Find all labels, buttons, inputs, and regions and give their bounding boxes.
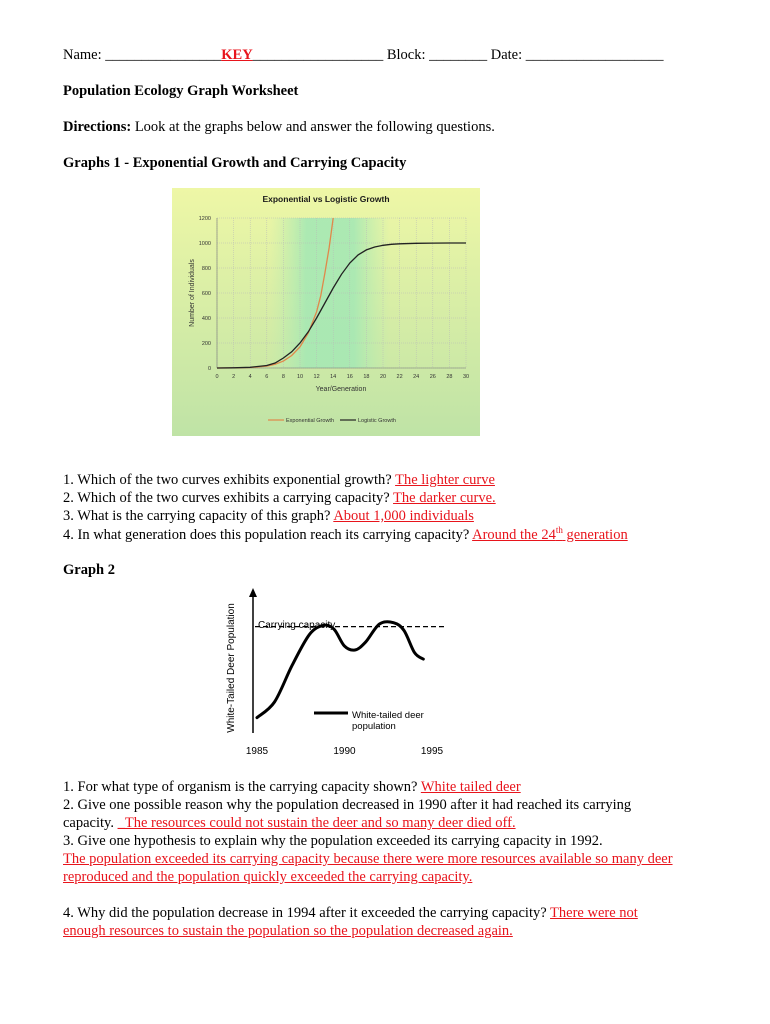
q2-line-5: The population exceeded its carrying capacity because there were more resources available so many deer [63, 851, 673, 867]
legend-exponential: Exponential Growth [286, 418, 334, 424]
graph1-xtick-label: 4 [248, 374, 252, 380]
q2-7-prefix: 4. Why did the population decrease in 1994 after it exceeded the carrying capacity? [63, 905, 551, 921]
q2-3-prefix: capacity. [63, 815, 118, 831]
graph1-xtick-label: 22 [396, 374, 403, 380]
graph1-xtick-label: 8 [281, 374, 285, 380]
q2-line-1 [63, 779, 521, 796]
q1-3-answer: About 1,000 individuals [333, 508, 474, 524]
graph1-ytick-label: 600 [201, 291, 211, 297]
q1-item-1 [63, 472, 495, 489]
graph1-xtick-label: 2 [232, 374, 236, 380]
q2-line-3 [63, 815, 516, 832]
name-blank-after[interactable]: __________________ [252, 47, 384, 63]
directions-text: Look at the graphs below and answer the following questions. [131, 119, 495, 135]
graph1-ytick-label: 1200 [198, 216, 211, 222]
q1-item-3 [63, 508, 474, 525]
date-blank[interactable]: ___________________ [525, 47, 664, 63]
graph1-ytick-label: 800 [201, 266, 211, 272]
q2-1-answer: White tailed deer [420, 779, 521, 795]
graph1-title: Exponential vs Logistic Growth [262, 194, 390, 204]
q2-line-2: 2. Give one possible reason why the population decreased in 1990 after it had reached its carrying [63, 797, 632, 813]
graph1-xtick-label: 12 [313, 374, 320, 380]
graph2-heading: Graph 2 [63, 562, 115, 578]
q1-2-answer: The darker curve. [393, 490, 496, 506]
graph1-ytick-label: 200 [201, 341, 211, 347]
q2-1-prefix: 1. For what type of organism is the carrying capacity shown? [63, 779, 421, 795]
graph2-legend-line2: population [352, 721, 396, 732]
block-label: Block: [383, 47, 430, 63]
directions [63, 119, 495, 136]
graph2-y-axis-arrow [249, 588, 257, 597]
graph1-xtick-label: 18 [363, 374, 370, 380]
q1-4-prefix: 4. In what generation does this population reach its carrying capacity? [63, 526, 473, 543]
graph2-xtick-label: 1985 [245, 746, 269, 757]
q2-3-answer: _The resources could not sustain the deer and so many deer died off. [117, 815, 516, 831]
legend-logistic: Logistic Growth [358, 418, 396, 424]
q2-line-6: reproduced and the population quickly exceeded the carrying capacity. [63, 869, 473, 885]
date-label: Date: [487, 47, 526, 63]
q1-item-2 [63, 490, 496, 507]
q1-4-answer-b: generation [562, 526, 628, 543]
graph1-xtick-label: 10 [296, 374, 304, 380]
name-blank[interactable]: ________________ [105, 47, 222, 63]
graph1-heading: Graphs 1 - Exponential Growth and Carrying Capacity [63, 155, 407, 171]
q1-1-prefix: 1. Which of the two curves exhibits exponential growth? [63, 472, 396, 488]
q1-4-answer [472, 527, 628, 543]
graph2-xtick-label: 1990 [333, 746, 356, 757]
graph2-legend-line1: White-tailed deer [352, 710, 424, 721]
worksheet-title: Population Ecology Graph Worksheet [63, 83, 299, 99]
graph1-xtick-label: 26 [429, 374, 436, 380]
q2-line-8: enough resources to sustain the population so the population decreased again. [63, 923, 513, 939]
graph1-xtick-label: 30 [462, 374, 470, 380]
graph1-xtick-label: 28 [446, 374, 453, 380]
graph1-xtick-label: 0 [215, 374, 219, 380]
carrying-capacity-label: Carrying capacity [258, 620, 336, 631]
q1-4-answer-a: Around the 24 [472, 526, 556, 543]
graph1-ylabel: Number of Individuals [189, 259, 196, 327]
q1-3-prefix: 3. What is the carrying capacity of this graph? [63, 508, 334, 524]
name-label: Name: [63, 47, 106, 63]
graph1-xtick-label: 6 [265, 374, 269, 380]
graph1-ytick-label: 0 [207, 366, 211, 372]
q2-line-7 [63, 905, 638, 922]
graph1-xtick-label: 24 [413, 374, 420, 380]
q2-7-answer: There were not [550, 905, 638, 921]
graph2-chart [222, 588, 452, 763]
graph2-legend [352, 710, 424, 732]
graph1-xtick-label: 20 [379, 374, 387, 380]
q2-line-4: 3. Give one hypothesis to explain why the population exceeded its carrying capacity in 1992. [63, 833, 603, 849]
q1-1-answer: The lighter curve [395, 472, 495, 488]
graph1-legend [268, 418, 396, 424]
q1-item-4 [63, 525, 628, 544]
q1-2-prefix: 2. Which of the two curves exhibits a carrying capacity? [63, 490, 394, 506]
series-deer-population [257, 622, 423, 718]
key-label: KEY [221, 47, 253, 63]
q1-4-answer-sup: th [555, 525, 563, 535]
graph1-xtick-label: 14 [330, 374, 337, 380]
graph2-ylabel: White-Tailed Deer Population [226, 603, 237, 733]
block-blank[interactable]: ________ [429, 47, 488, 63]
graph1-xlabel: Year/Generation [315, 386, 367, 393]
graph1-ytick-label: 400 [201, 316, 211, 322]
graph2-xtick-label: 1995 [420, 746, 444, 757]
header-line [63, 47, 664, 64]
graph1-xtick-label: 16 [346, 374, 353, 380]
graph1-ytick-label: 1000 [198, 241, 211, 247]
directions-label: Directions: [63, 119, 132, 135]
graph1-chart [172, 188, 480, 436]
